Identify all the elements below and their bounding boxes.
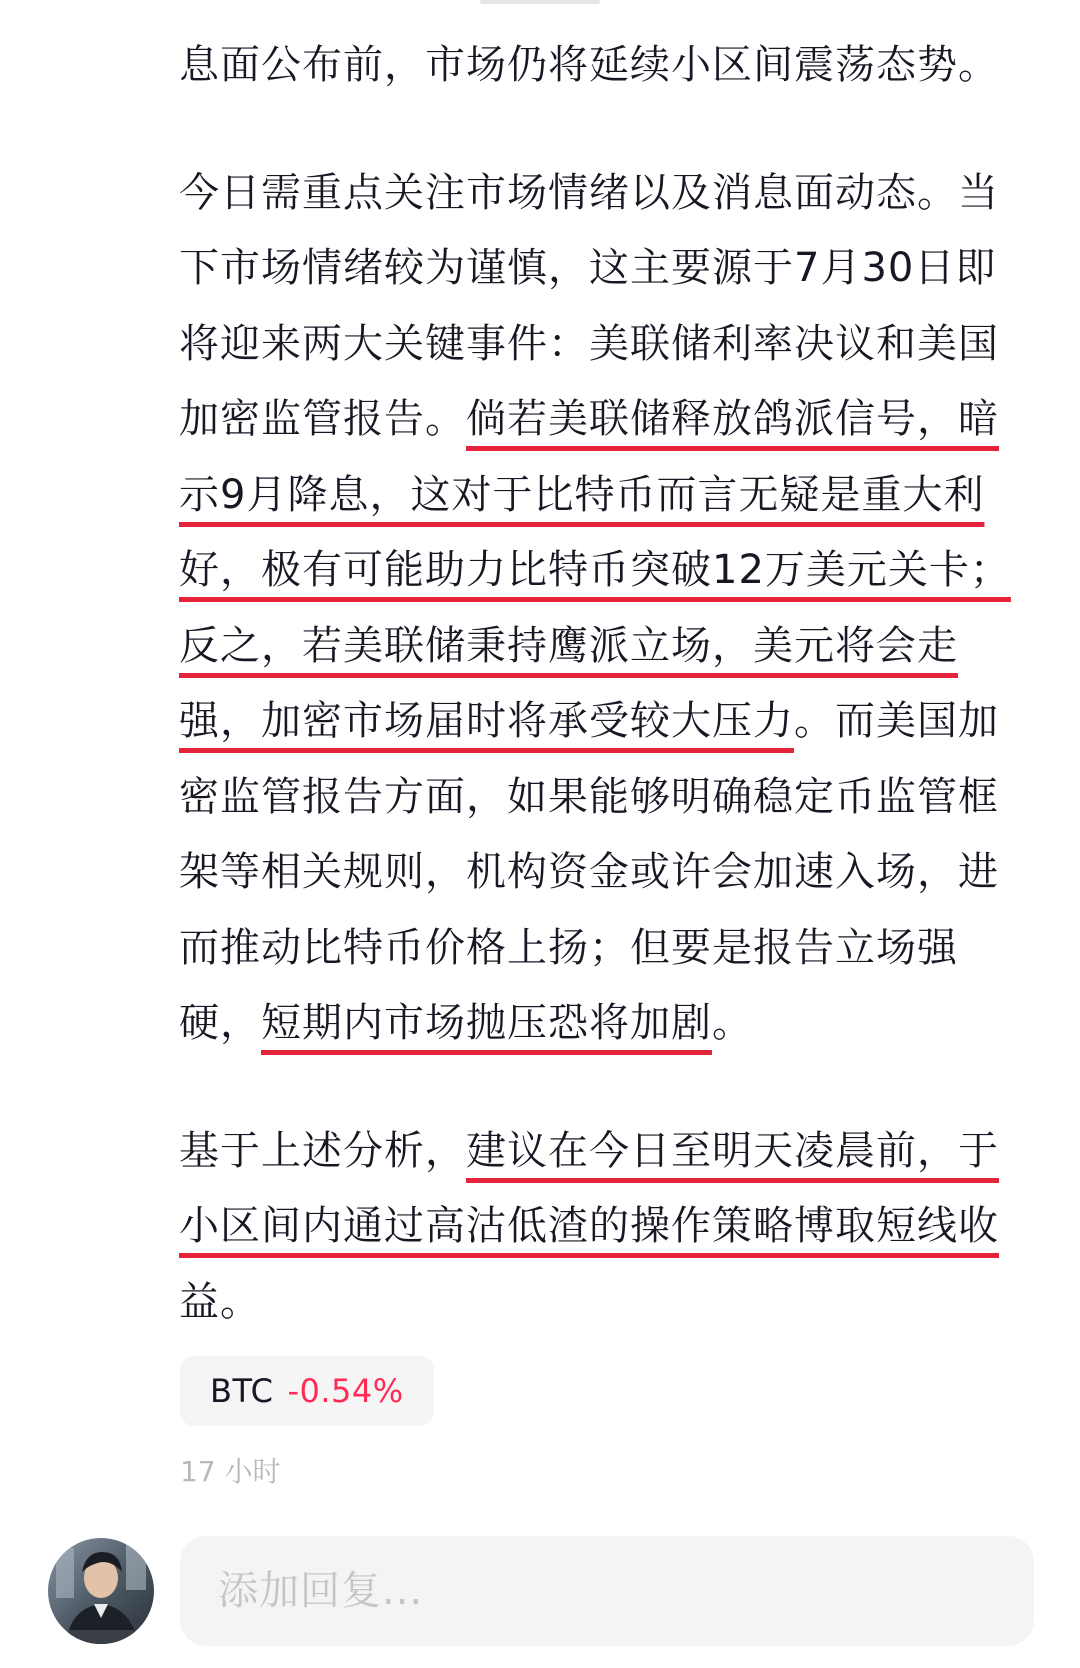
paragraph-3	[179, 1114, 1029, 1341]
highlighted-text-sell-pressure: 短期内市场抛压恐将加剧	[261, 1000, 712, 1046]
stock-ticker-chip[interactable]	[180, 1356, 434, 1426]
reply-box[interactable]	[180, 1536, 1034, 1646]
paragraph-2-text: 今日需重点关注市场情绪以及消息面动态。当下市场情绪较为谨慎，这主要源于7月30日即将迎来两大关键事件：美联储利率决议和美国加密监管报告。	[179, 169, 999, 442]
ticker-change: -0.54%	[287, 1372, 404, 1410]
highlighted-text-fed-outlook: 倘若美联储释放鸽派信号，暗示9月降息，这对于比特币而言无疑是重大利好，极有可能助力比特币突破12万美元关卡；反之，若美联储秉持鹰派立场，美元将会走强，加密市场届时将承受较大压力	[179, 396, 1011, 744]
paragraph-1: 息面公布前，市场仍将延续小区间震荡态势。	[179, 42, 999, 88]
paragraph-2	[179, 156, 1029, 1062]
post-body	[179, 28, 1029, 1340]
post-timestamp: 17 小时	[180, 1455, 281, 1488]
highlighted-text-strategy: 建议在今日至明天凌晨前，于小区间内通过高沽低渣的操作策略博取短线收	[179, 1127, 999, 1249]
ticker-symbol: BTC	[210, 1372, 274, 1410]
reply-input[interactable]	[216, 1567, 1034, 1615]
paragraph-2-text: 。而美国加密监管报告方面，如果能够明确稳定币监管框架等相关规则，机构资金或许会加速入场，进而推动比特币价格上扬；但要是报告立场强硬，	[179, 698, 999, 1046]
paragraph-3-text: 基于上述分析，	[179, 1127, 466, 1174]
paragraph-2-text: 。	[712, 1000, 753, 1046]
avatar[interactable]	[48, 1538, 154, 1644]
paragraph-3-text: 益。	[179, 1278, 261, 1325]
user-avatar-icon	[48, 1538, 154, 1644]
sheet-drag-handle[interactable]	[480, 0, 600, 4]
